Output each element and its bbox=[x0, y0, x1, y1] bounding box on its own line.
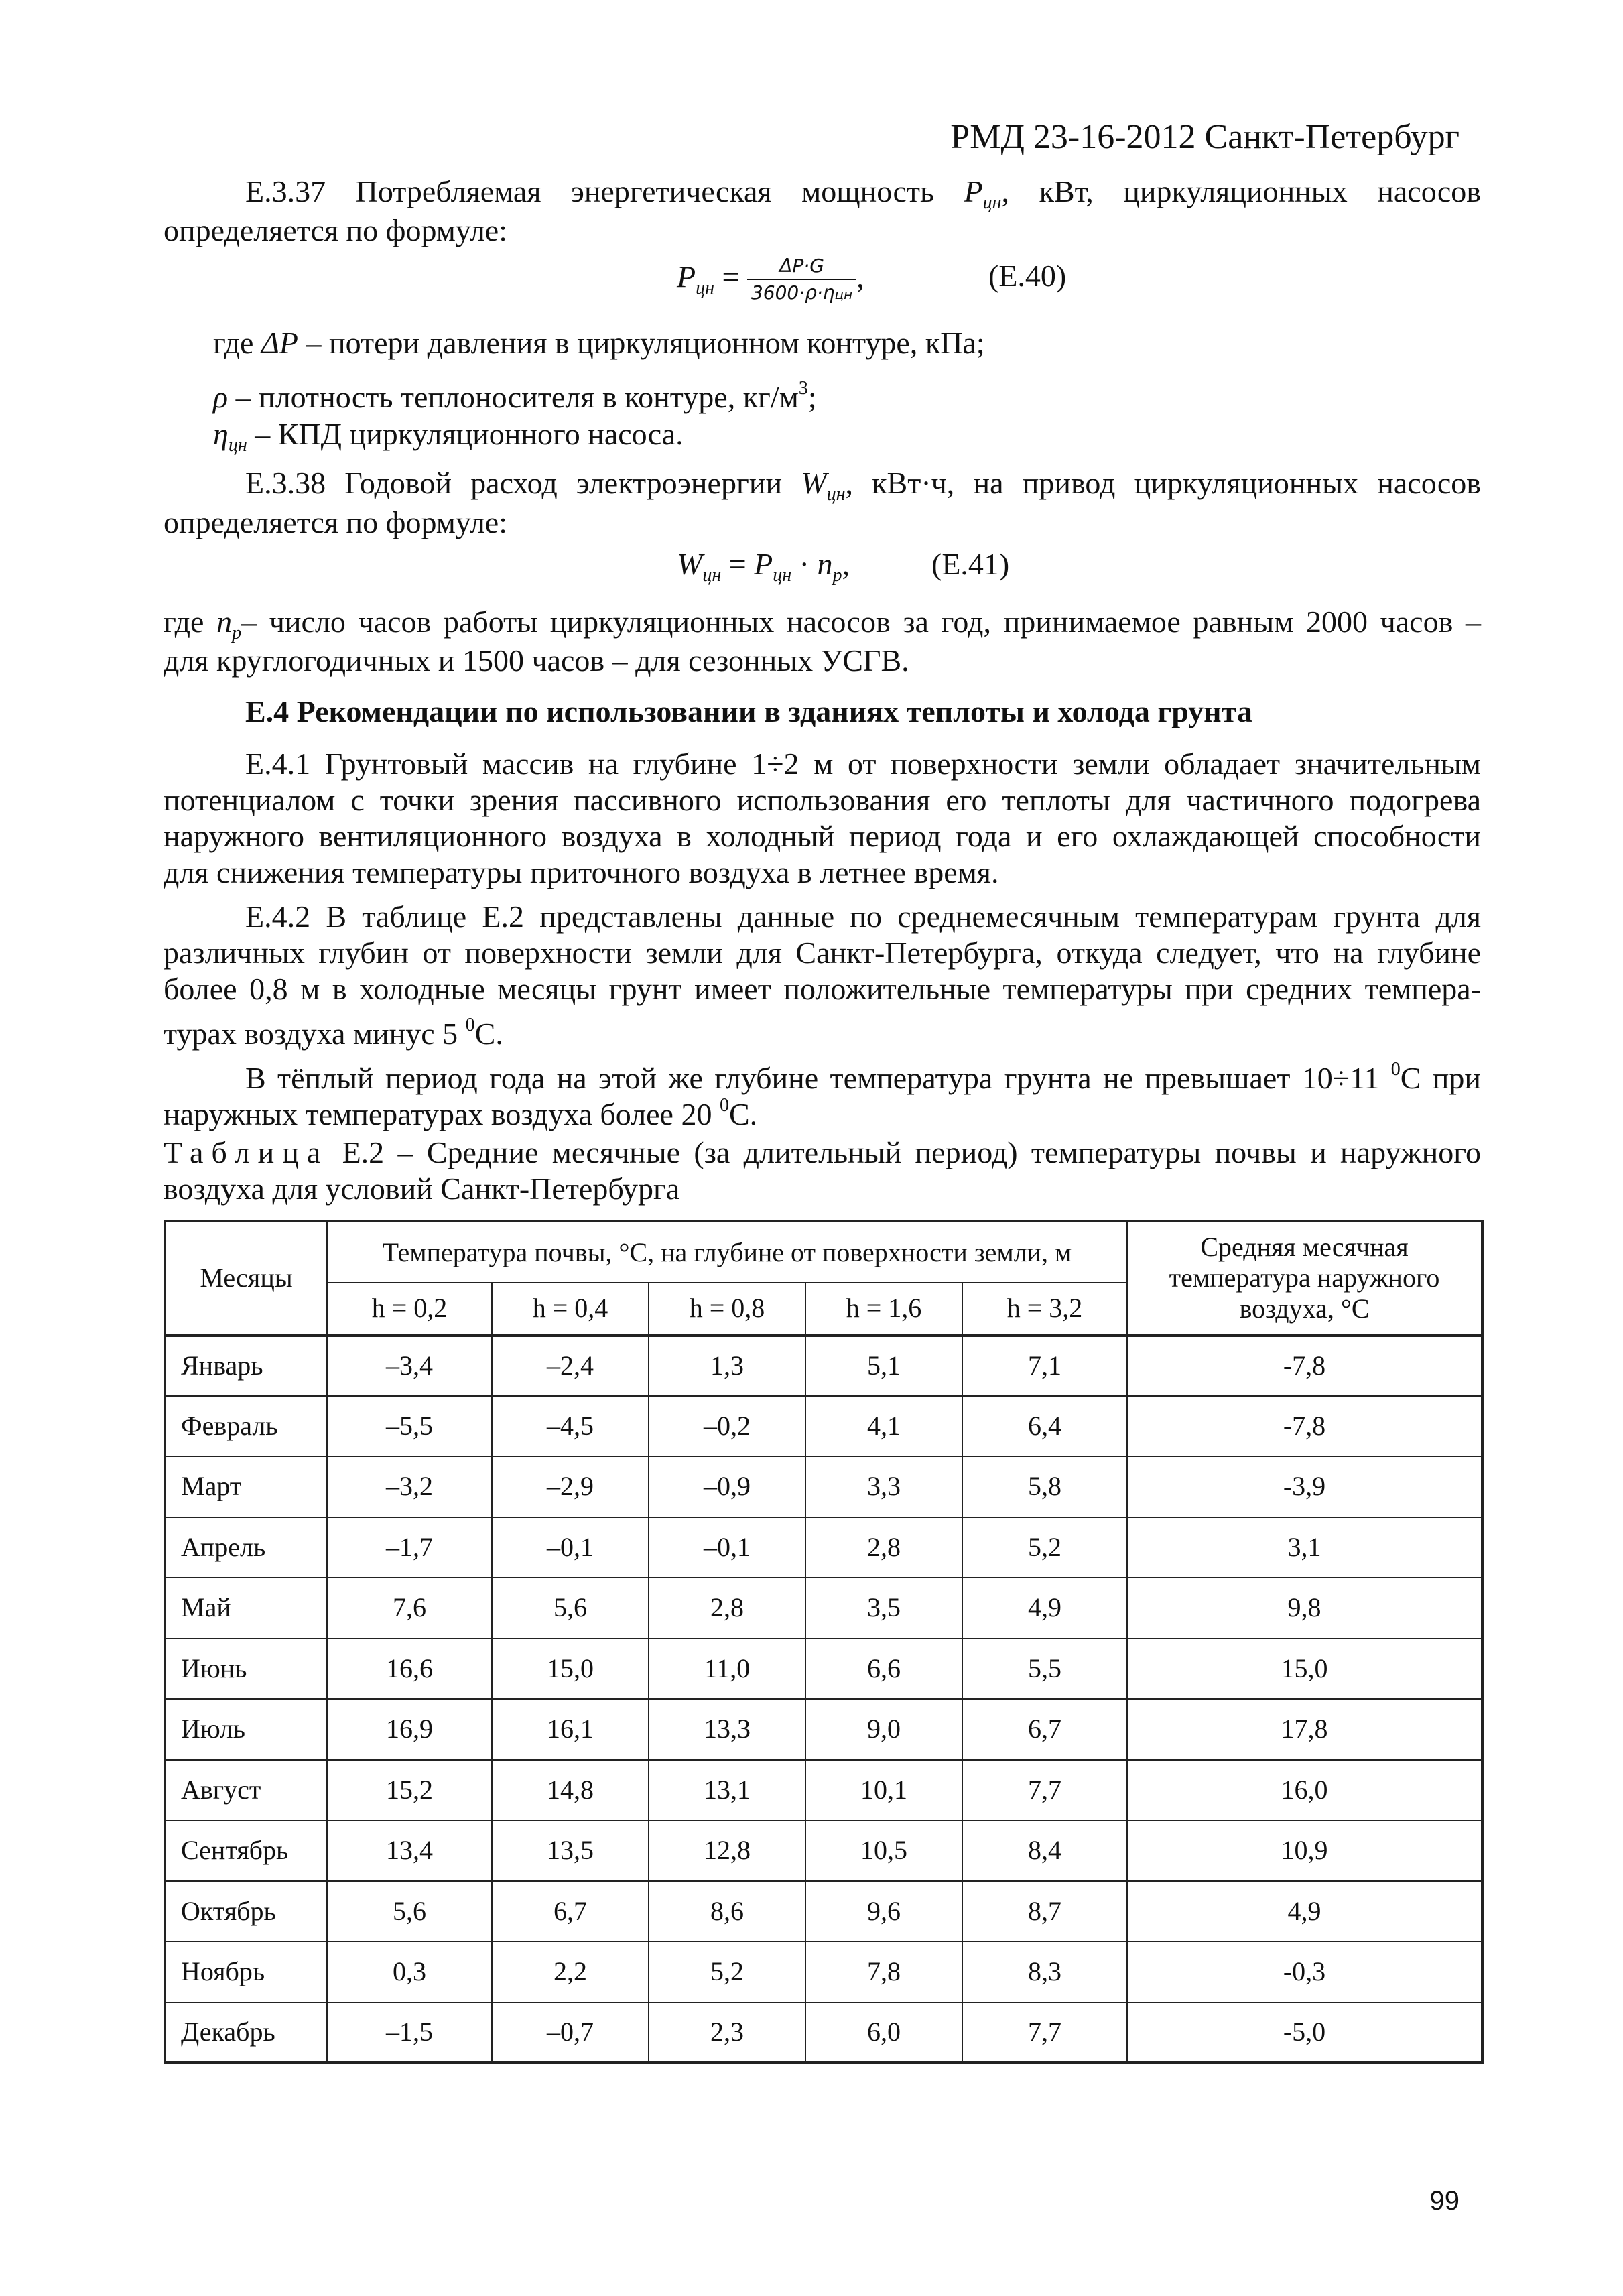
text: ; bbox=[807, 380, 817, 414]
air-temp-cell: 17,8 bbox=[1127, 1699, 1482, 1760]
formula-den-text: 3600·ρ·η bbox=[751, 281, 835, 304]
table-row bbox=[165, 1396, 1482, 1457]
table-row bbox=[165, 1760, 1482, 1821]
air-temp-cell: 3,1 bbox=[1127, 1517, 1482, 1578]
table-caption-line2: воздуха для условий Санкт-Петербурга bbox=[164, 1171, 680, 1206]
soil-temp-cell: –3,2 bbox=[327, 1456, 492, 1517]
month-cell: Февраль bbox=[165, 1396, 327, 1457]
sup: 0 bbox=[1390, 1059, 1401, 1080]
soil-temp-cell: 0,3 bbox=[327, 1941, 492, 2002]
air-temp-cell: 16,0 bbox=[1127, 1760, 1482, 1821]
formula-eq: = bbox=[721, 547, 755, 581]
soil-temp-cell: 5,1 bbox=[805, 1335, 962, 1396]
table-row bbox=[165, 1699, 1482, 1760]
soil-temp-cell: 7,1 bbox=[962, 1335, 1127, 1396]
document-code-header: РМД 23-16-2012 Санкт-Петербург bbox=[950, 118, 1459, 156]
soil-temp-cell: 7,6 bbox=[327, 1578, 492, 1639]
month-cell: Август bbox=[165, 1760, 327, 1821]
month-cell: Июль bbox=[165, 1699, 327, 1760]
soil-temp-cell: 14,8 bbox=[492, 1760, 649, 1821]
var-n-sub: p bbox=[232, 623, 242, 643]
soil-temp-cell: 3,5 bbox=[805, 1578, 962, 1639]
soil-temp-cell: –1,7 bbox=[327, 1517, 492, 1578]
section-heading-e4: Е.4 Рекомендации по использовании в зданиях теплоты и холода грунта bbox=[245, 694, 1252, 728]
soil-temp-cell: 13,4 bbox=[327, 1820, 492, 1881]
soil-temp-cell: –0,1 bbox=[492, 1517, 649, 1578]
soil-temp-cell: 13,1 bbox=[649, 1760, 805, 1821]
month-cell: Май bbox=[165, 1578, 327, 1639]
table-header-row bbox=[165, 1221, 1482, 1283]
air-temp-cell: -7,8 bbox=[1127, 1335, 1482, 1396]
table-row bbox=[165, 1881, 1482, 1942]
soil-temp-cell: –0,9 bbox=[649, 1456, 805, 1517]
air-temp-cell: -5,0 bbox=[1127, 2002, 1482, 2063]
para-e41-line3: наружного вентиляционного воздуха в холодный период года и его охлаждающей способности bbox=[164, 819, 1481, 853]
formula-den-sub: цн bbox=[834, 286, 853, 302]
text: С при bbox=[1400, 1061, 1481, 1095]
sup: 3 bbox=[798, 378, 808, 399]
var-w-sub: цн bbox=[826, 484, 846, 505]
formula-comma: , bbox=[842, 547, 850, 581]
text: С. bbox=[728, 1097, 758, 1131]
soil-temp-cell: 8,3 bbox=[962, 1941, 1127, 2002]
table-caption-line1 bbox=[164, 1134, 1481, 1171]
soil-temp-cell: –4,5 bbox=[492, 1396, 649, 1457]
para-e338-line2: определяется по формуле: bbox=[164, 505, 507, 539]
air-temp-cell: 10,9 bbox=[1127, 1820, 1482, 1881]
month-cell: Сентябрь bbox=[165, 1820, 327, 1881]
soil-temp-cell: 16,1 bbox=[492, 1699, 649, 1760]
text: В тёплый период года на этой же глубине температура грунта не превышает 10÷11 bbox=[245, 1061, 1391, 1095]
month-cell: Апрель bbox=[165, 1517, 327, 1578]
formula-lhs: P bbox=[677, 259, 696, 294]
soil-temp-cell: 2,2 bbox=[492, 1941, 649, 2002]
header-soil-temp: Температура почвы, °С, на глубине от поверхности земли, м bbox=[327, 1221, 1127, 1283]
formula-e40 bbox=[677, 256, 864, 308]
air-temp-cell: -7,8 bbox=[1127, 1396, 1482, 1457]
para-e337-line2: определяется по формуле: bbox=[164, 213, 507, 247]
para-e42-line3: более 0,8 м в холодные месяцы грунт имеет положительные температуры при средних темпера- bbox=[164, 972, 1481, 1006]
formula-n-sub: p bbox=[832, 565, 842, 586]
caption-word: Таблица bbox=[164, 1135, 329, 1169]
soil-temp-cell: 2,8 bbox=[805, 1517, 962, 1578]
formula-e41-label: (Е.41) bbox=[931, 547, 1010, 581]
table-row bbox=[165, 1820, 1482, 1881]
soil-temp-cell: 5,8 bbox=[962, 1456, 1127, 1517]
var-dp: ΔP bbox=[261, 326, 299, 360]
formula-comma: , bbox=[856, 259, 864, 294]
formula-e41 bbox=[677, 546, 850, 594]
soil-temp-cell: 4,9 bbox=[962, 1578, 1127, 1639]
text: – КПД циркуляционного насоса. bbox=[247, 417, 684, 451]
var-p: P bbox=[964, 174, 983, 208]
soil-temp-cell: 13,3 bbox=[649, 1699, 805, 1760]
air-temp-cell: 15,0 bbox=[1127, 1639, 1482, 1700]
soil-temp-cell: 8,6 bbox=[649, 1881, 805, 1942]
text: наружных температурах воздуха более 20 bbox=[164, 1097, 720, 1131]
soil-temp-cell: –5,5 bbox=[327, 1396, 492, 1457]
header-months: Месяцы bbox=[165, 1221, 327, 1335]
month-cell: Ноябрь bbox=[165, 1941, 327, 2002]
header-depth: h = 0,8 bbox=[649, 1283, 805, 1335]
formula-eq: = bbox=[722, 259, 740, 294]
soil-temp-cell: 9,6 bbox=[805, 1881, 962, 1942]
text: Е.3.38 Годовой расход электроэнергии bbox=[245, 466, 801, 500]
var-eta: η bbox=[213, 417, 229, 451]
soil-temp-cell: 5,6 bbox=[327, 1881, 492, 1942]
formula-fraction bbox=[747, 256, 856, 304]
var-n: n bbox=[216, 604, 233, 639]
text: – потери давления в циркуляционном контуре, кПа; bbox=[298, 326, 985, 360]
formula-dot: · bbox=[791, 547, 818, 581]
soil-temp-cell: 12,8 bbox=[649, 1820, 805, 1881]
soil-temp-cell: 16,6 bbox=[327, 1639, 492, 1700]
where-rho bbox=[213, 370, 817, 416]
table-row bbox=[165, 1941, 1482, 2002]
soil-temp-cell: 11,0 bbox=[649, 1639, 805, 1700]
soil-temp-cell: 15,0 bbox=[492, 1639, 649, 1700]
formula-denominator bbox=[747, 280, 856, 304]
air-temp-cell: -3,9 bbox=[1127, 1456, 1482, 1517]
month-cell: Январь bbox=[165, 1335, 327, 1396]
soil-temp-cell: 10,1 bbox=[805, 1760, 962, 1821]
text: Е.2 – Средние месячные (за длительный период) температуры почвы и наружного bbox=[328, 1135, 1481, 1169]
soil-temp-cell: –0,1 bbox=[649, 1517, 805, 1578]
header-depth: h = 3,2 bbox=[962, 1283, 1127, 1335]
header-depth: h = 1,6 bbox=[805, 1283, 962, 1335]
soil-temp-cell: 6,6 bbox=[805, 1639, 962, 1700]
text: , кВт·ч, на привод циркуляционных насосов bbox=[845, 466, 1481, 500]
soil-temp-cell: –1,5 bbox=[327, 2002, 492, 2063]
soil-temp-cell: 7,7 bbox=[962, 1760, 1127, 1821]
page-number: 99 bbox=[1429, 2186, 1459, 2216]
para-e42-line1: Е.4.2 В таблице Е.2 представлены данные по среднемесячным температурам грунта для bbox=[245, 899, 1481, 934]
soil-temp-cell: 5,2 bbox=[649, 1941, 805, 2002]
table-row bbox=[165, 1639, 1482, 1700]
table-row bbox=[165, 1517, 1482, 1578]
month-cell: Декабрь bbox=[165, 2002, 327, 2063]
text: где bbox=[164, 604, 217, 639]
soil-temp-cell: 10,5 bbox=[805, 1820, 962, 1881]
para-warm-line2 bbox=[164, 1087, 757, 1133]
para-e41-line4: для снижения температуры приточного воздуха в летнее время. bbox=[164, 855, 999, 889]
text: – число часов работы циркуляционных насосов за год, принимаемое равным 2000 часов – bbox=[241, 604, 1482, 639]
var-w: W bbox=[801, 466, 827, 500]
soil-temp-cell: 6,0 bbox=[805, 2002, 962, 2063]
table-row bbox=[165, 1335, 1482, 1396]
soil-temp-cell: 2,3 bbox=[649, 2002, 805, 2063]
table-body bbox=[165, 1335, 1482, 2063]
soil-temp-cell: –0,2 bbox=[649, 1396, 805, 1457]
soil-temp-cell: 5,2 bbox=[962, 1517, 1127, 1578]
text: , кВт, циркуляционных насосов bbox=[1001, 174, 1482, 208]
month-cell: Март bbox=[165, 1456, 327, 1517]
text: где bbox=[213, 326, 261, 360]
month-cell: Июнь bbox=[165, 1639, 327, 1700]
text: турах воздуха минус 5 bbox=[164, 1017, 466, 1051]
soil-temp-cell: 6,7 bbox=[962, 1699, 1127, 1760]
where-eta bbox=[213, 416, 684, 464]
formula-p: P bbox=[754, 547, 773, 581]
soil-temp-cell: 4,1 bbox=[805, 1396, 962, 1457]
soil-temp-cell: –2,9 bbox=[492, 1456, 649, 1517]
formula-lhs-sub: цн bbox=[696, 277, 714, 299]
table-row bbox=[165, 2002, 1482, 2063]
soil-temp-cell: 6,7 bbox=[492, 1881, 649, 1942]
formula-w-sub: цн bbox=[702, 565, 722, 586]
text: Е.3.37 Потребляемая энергетическая мощность bbox=[245, 174, 964, 208]
table-row bbox=[165, 1578, 1482, 1639]
soil-temp-cell: 5,6 bbox=[492, 1578, 649, 1639]
formula-p-sub: цн bbox=[773, 565, 792, 586]
header-depth: h = 0,2 bbox=[327, 1283, 492, 1335]
soil-temp-cell: –0,7 bbox=[492, 2002, 649, 2063]
table-row bbox=[165, 1456, 1482, 1517]
var-p-sub: цн bbox=[982, 192, 1002, 213]
formula-e40-label: (Е.40) bbox=[988, 259, 1067, 293]
soil-temp-cell: 7,8 bbox=[805, 1941, 962, 2002]
header-air-temp: Средняя месячная температура наружного воздуха, °С bbox=[1127, 1221, 1482, 1335]
soil-temp-cell: 9,0 bbox=[805, 1699, 962, 1760]
soil-temp-cell: 1,3 bbox=[649, 1335, 805, 1396]
para-e42-line2: различных глубин от поверхности земли для Санкт-Петербурга, откуда следует, что на глубине bbox=[164, 936, 1481, 970]
formula-n: n bbox=[817, 547, 833, 581]
formula-numerator: ΔP·G bbox=[747, 256, 856, 280]
where-np-line2: для круглогодичных и 1500 часов – для сезонных УСГВ. bbox=[164, 643, 909, 678]
para-e41-line1: Е.4.1 Грунтовый массив на глубине 1÷2 м от поверхности земли обладает значительным bbox=[245, 747, 1481, 781]
soil-temp-cell: 8,7 bbox=[962, 1881, 1127, 1942]
header-depth: h = 0,4 bbox=[492, 1283, 649, 1335]
soil-temp-cell: 8,4 bbox=[962, 1820, 1127, 1881]
text: С. bbox=[474, 1017, 503, 1051]
air-temp-cell: 4,9 bbox=[1127, 1881, 1482, 1942]
soil-temp-cell: 7,7 bbox=[962, 2002, 1127, 2063]
soil-temp-cell: –3,4 bbox=[327, 1335, 492, 1396]
soil-temperature-table bbox=[164, 1220, 1484, 2064]
var-eta-sub: цн bbox=[228, 435, 247, 456]
soil-temp-cell: 5,5 bbox=[962, 1639, 1127, 1700]
para-e41-line2: потенциалом с точки зрения пассивного использования его теплоты для частичного подогрева bbox=[164, 783, 1481, 817]
soil-temp-cell: 13,5 bbox=[492, 1820, 649, 1881]
var-rho: ρ bbox=[213, 380, 229, 414]
soil-temp-cell: 15,2 bbox=[327, 1760, 492, 1821]
sup: 0 bbox=[719, 1095, 729, 1116]
air-temp-cell: 9,8 bbox=[1127, 1578, 1482, 1639]
soil-temp-cell: 3,3 bbox=[805, 1456, 962, 1517]
formula-w: W bbox=[677, 547, 703, 581]
month-cell: Октябрь bbox=[165, 1881, 327, 1942]
para-e42-line4 bbox=[164, 1007, 503, 1053]
text: – плотность теплоносителя в контуре, кг/м bbox=[228, 380, 799, 414]
air-temp-cell: -0,3 bbox=[1127, 1941, 1482, 2002]
where-dp bbox=[213, 324, 985, 362]
soil-temp-cell: 6,4 bbox=[962, 1396, 1127, 1457]
sup: 0 bbox=[465, 1015, 475, 1035]
soil-temp-cell: 2,8 bbox=[649, 1578, 805, 1639]
soil-temp-cell: 16,9 bbox=[327, 1699, 492, 1760]
soil-temp-cell: –2,4 bbox=[492, 1335, 649, 1396]
